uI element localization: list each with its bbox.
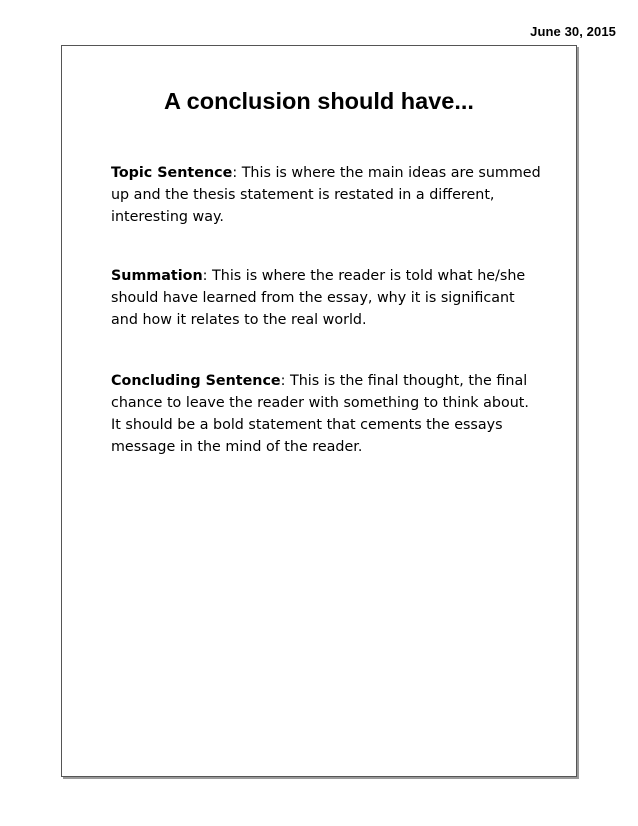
section-term: Topic Sentence <box>111 165 233 181</box>
section-topic-sentence <box>111 162 541 228</box>
section-text: This is where the reader is told what he/she should have learned from the essay, why it is significant and how it relates to the real world. <box>111 268 526 328</box>
section-separator: : <box>232 165 238 181</box>
section-concluding-sentence <box>111 370 541 458</box>
section-summation <box>111 265 541 331</box>
slide-title: A conclusion should have... <box>164 88 474 114</box>
section-separator: : <box>202 268 208 284</box>
section-term: Concluding Sentence <box>111 373 281 389</box>
date-label: June 30, 2015 <box>530 24 616 39</box>
slide-frame <box>61 45 577 777</box>
section-text: This is where the main ideas are summed up and the thesis statement is restated in a different, interesting way. <box>111 165 541 225</box>
section-separator: : <box>280 373 286 389</box>
section-text: This is the final thought, the final chance to leave the reader with something to think about. It should be a bold statement that cements the essays message in the mind of the reader. <box>111 373 529 455</box>
section-term: Summation <box>111 268 203 284</box>
